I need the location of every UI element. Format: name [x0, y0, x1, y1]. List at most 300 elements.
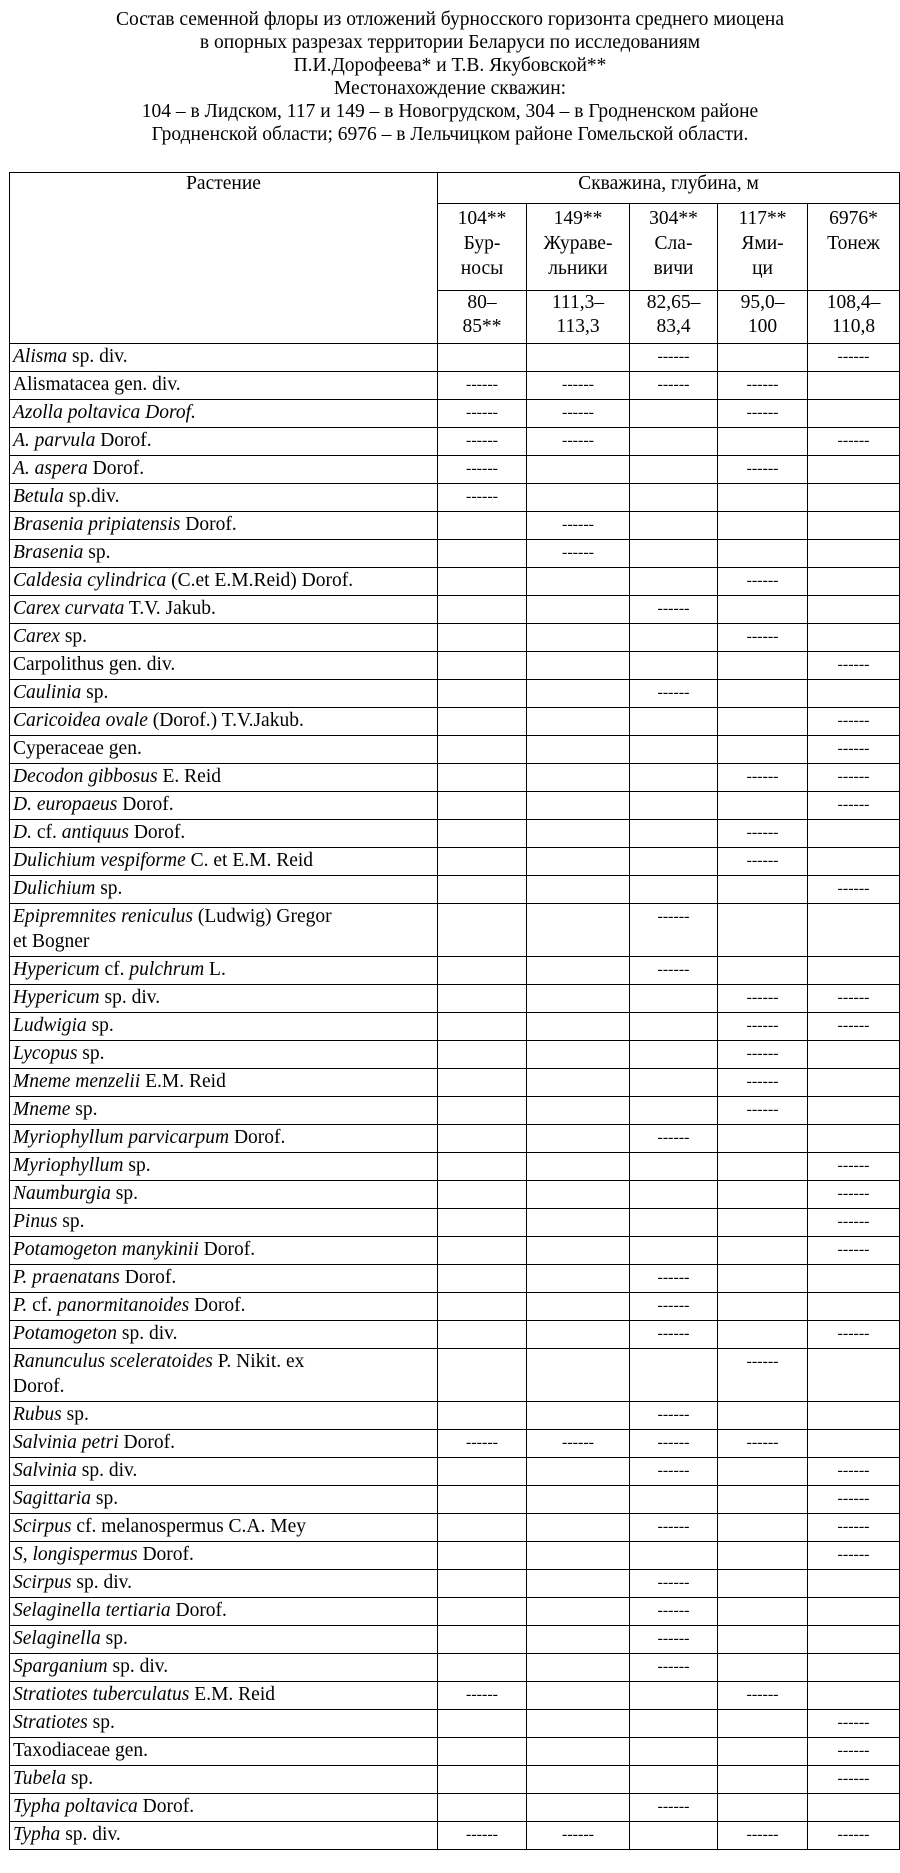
occurrence-mark: ------ [746, 404, 779, 421]
plant-name-text: et Bogner [13, 931, 90, 952]
plant-name-text: Dorof. [118, 1432, 175, 1453]
plant-name-text: sp. [95, 878, 123, 899]
occurrence-cell [438, 1710, 527, 1738]
table-row [10, 1041, 900, 1069]
plant-name-text: sp. [87, 1712, 115, 1733]
occurrence-cell [630, 1181, 718, 1209]
occurrence-mark: ------ [837, 1017, 870, 1034]
plant-name [10, 736, 438, 764]
occurrence-cell [808, 1542, 900, 1570]
occurrence-cell [808, 1402, 900, 1430]
plant-name-text: Dorof. [128, 822, 186, 843]
occurrence-cell [718, 344, 808, 372]
plant-name-text: Dorof. [180, 514, 237, 535]
occurrence-cell [438, 1822, 527, 1850]
plant-name-text: sp. [123, 1155, 151, 1176]
table-row [10, 1654, 900, 1682]
occurrence-cell [527, 736, 630, 764]
plant-name-text: sp. [86, 1015, 114, 1036]
plant-name-italic: pulchrum [129, 959, 205, 980]
occurrence-mark: ------ [562, 516, 594, 533]
plant-name-italic: Pinus [13, 1211, 58, 1232]
occurrence-cell [527, 1181, 630, 1209]
occurrence-cell [438, 1598, 527, 1626]
plant-name [10, 1237, 438, 1265]
plant-name-text: P. Nikit. ex [212, 1351, 305, 1372]
plant-name-text: sp. [57, 1211, 85, 1232]
plant-name [10, 1542, 438, 1570]
occurrence-cell [438, 1430, 527, 1458]
occurrence-mark: ------ [466, 460, 498, 477]
plant-name-italic: Carex curvata [13, 598, 125, 619]
plant-name-text: sp.div. [63, 486, 120, 507]
occurrence-cell [718, 1293, 808, 1321]
plant-name [10, 1682, 438, 1710]
occurrence-mark: ------ [746, 1434, 779, 1451]
plant-name-italic: P. [13, 1295, 28, 1316]
occurrence-cell [718, 1486, 808, 1514]
plant-name-italic: Typha [13, 1824, 61, 1845]
occurrence-cell [630, 1598, 718, 1626]
occurrence-mark: ------ [657, 1129, 690, 1146]
occurrence-cell [630, 372, 718, 400]
plant-name-italic: Ranunculus sceleratoides [13, 1351, 213, 1372]
well-id: 149** [553, 208, 603, 229]
occurrence-mark: ------ [746, 460, 779, 477]
plant-name-italic: A. parvula [13, 430, 96, 451]
occurrence-cell [718, 876, 808, 904]
occurrence-cell [630, 1209, 718, 1237]
occurrence-cell [438, 736, 527, 764]
occurrence-cell [718, 1237, 808, 1265]
occurrence-cell [718, 848, 808, 876]
occurrence-cell [630, 792, 718, 820]
occurrence-cell [630, 1125, 718, 1153]
plant-name [10, 1430, 438, 1458]
plant-name-text: sp. [91, 1488, 119, 1509]
plant-name [10, 820, 438, 848]
plant-name [10, 428, 438, 456]
table-row [10, 1402, 900, 1430]
occurrence-cell [630, 1349, 718, 1402]
occurrence-cell [718, 568, 808, 596]
occurrence-cell [718, 1710, 808, 1738]
occurrence-mark: ------ [837, 796, 870, 813]
plant-name-text: sp. div. [60, 1824, 121, 1845]
occurrence-mark: ------ [657, 1297, 690, 1314]
occurrence-mark: ------ [657, 1325, 690, 1342]
occurrence-mark: ------ [657, 961, 690, 978]
occurrence-cell [630, 1486, 718, 1514]
occurrence-cell [808, 1041, 900, 1069]
occurrence-cell [630, 1710, 718, 1738]
plant-name [10, 1738, 438, 1766]
occurrence-mark: ------ [657, 1518, 690, 1535]
caption-line-5: 104 – в Лидском, 117 и 149 – в Новогрудском, 304 – в Гродненском районе [141, 101, 759, 122]
occurrence-cell [527, 1321, 630, 1349]
occurrence-cell [438, 624, 527, 652]
occurrence-mark: ------ [466, 376, 498, 393]
occurrence-cell [808, 1682, 900, 1710]
plant-name-text: Carpolithus gen. div. [13, 654, 176, 675]
occurrence-cell [718, 1458, 808, 1486]
occurrence-cell [527, 400, 630, 428]
table-row [10, 372, 900, 400]
occurrence-cell [718, 596, 808, 624]
occurrence-cell [438, 1626, 527, 1654]
occurrence-cell [630, 1402, 718, 1430]
table-row [10, 1570, 900, 1598]
occurrence-cell [808, 1514, 900, 1542]
occurrence-mark: ------ [746, 1073, 779, 1090]
table-row [10, 1458, 900, 1486]
occurrence-cell [630, 680, 718, 708]
plant-name [10, 1626, 438, 1654]
occurrence-cell [630, 1682, 718, 1710]
table-row [10, 1766, 900, 1794]
occurrence-cell [527, 1626, 630, 1654]
occurrence-cell [527, 820, 630, 848]
occurrence-mark: ------ [657, 1462, 690, 1479]
occurrence-cell [630, 1654, 718, 1682]
plant-name-text: cf. melanospermus C.A. Mey [71, 1516, 306, 1537]
plant-name-text: sp. div. [71, 1572, 132, 1593]
table-row [10, 344, 900, 372]
plant-name-text: sp. div. [76, 1460, 138, 1481]
plant-name-italic: Brasenia pripiatensis [13, 514, 181, 535]
plant-name-italic: D. [13, 822, 32, 843]
table-row [10, 876, 900, 904]
occurrence-mark: ------ [837, 656, 870, 673]
occurrence-cell [527, 1458, 630, 1486]
table-row [10, 1682, 900, 1710]
table-row [10, 1153, 900, 1181]
occurrence-mark: ------ [657, 348, 690, 365]
occurrence-mark: ------ [746, 376, 779, 393]
occurrence-cell [808, 540, 900, 568]
table-row [10, 1013, 900, 1041]
occurrence-cell [527, 708, 630, 736]
occurrence-cell [808, 1125, 900, 1153]
plant-name [10, 1265, 438, 1293]
occurrence-cell [630, 400, 718, 428]
table-row [10, 1626, 900, 1654]
plant-name-italic: Mneme menzelii [13, 1071, 141, 1092]
occurrence-mark: ------ [657, 1406, 690, 1423]
depth-to: 100 [747, 316, 778, 337]
occurrence-cell [438, 1041, 527, 1069]
depth-from: 82,65– [646, 292, 701, 313]
plant-name-text: sp. div. [116, 1323, 178, 1344]
well-id: 117** [738, 208, 787, 229]
plant-name [10, 1349, 438, 1402]
occurrence-cell [808, 1153, 900, 1181]
occurrence-cell [527, 848, 630, 876]
occurrence-cell [630, 1766, 718, 1794]
occurrence-cell [438, 372, 527, 400]
plant-name-italic: Potamogeton [13, 1323, 117, 1344]
occurrence-cell [438, 484, 527, 512]
occurrence-cell [630, 484, 718, 512]
occurrence-cell [527, 957, 630, 985]
occurrence-cell [527, 1293, 630, 1321]
occurrence-cell [527, 540, 630, 568]
well-name: Жураве- [543, 233, 613, 254]
occurrence-cell [718, 792, 808, 820]
occurrence-cell [438, 1514, 527, 1542]
plant-name [10, 1486, 438, 1514]
occurrence-cell [808, 428, 900, 456]
occurrence-cell [438, 876, 527, 904]
plant-name-text: sp. div. [67, 346, 128, 367]
occurrence-mark: ------ [657, 1658, 690, 1675]
occurrence-cell [527, 904, 630, 957]
occurrence-cell [438, 512, 527, 540]
occurrence-cell [527, 1598, 630, 1626]
occurrence-cell [527, 624, 630, 652]
occurrence-cell [718, 652, 808, 680]
plant-name [10, 1598, 438, 1626]
table-row [10, 848, 900, 876]
occurrence-cell [718, 428, 808, 456]
occurrence-cell [718, 1209, 808, 1237]
occurrence-cell [808, 1598, 900, 1626]
plant-name-italic: Brasenia [13, 542, 84, 563]
occurrence-cell [527, 1402, 630, 1430]
plant-name [10, 1125, 438, 1153]
plant-name-text: Dorof. [189, 1295, 246, 1316]
table-row [10, 1209, 900, 1237]
plant-name-italic: Ludwigia [13, 1015, 87, 1036]
occurrence-cell [630, 652, 718, 680]
occurrence-mark: ------ [837, 1213, 870, 1230]
occurrence-cell [630, 820, 718, 848]
well-depth-304 [630, 291, 718, 344]
occurrence-cell [718, 1069, 808, 1097]
plant-name-italic: D. europaeus [13, 794, 118, 815]
occurrence-mark: ------ [562, 1826, 594, 1843]
depth-to: 110,8 [831, 316, 876, 337]
table-row [10, 1598, 900, 1626]
occurrence-cell [438, 1542, 527, 1570]
occurrence-mark: ------ [837, 1462, 870, 1479]
plant-name-italic: antiquus [61, 822, 129, 843]
table-row [10, 1321, 900, 1349]
occurrence-mark: ------ [837, 740, 870, 757]
plant-name-italic: A. aspera [13, 458, 88, 479]
plant-name-italic: Salvinia petri [13, 1432, 119, 1453]
occurrence-mark: ------ [746, 1826, 779, 1843]
occurrence-cell [527, 1654, 630, 1682]
plant-name [10, 848, 438, 876]
occurrence-cell [527, 512, 630, 540]
plant-name [10, 1458, 438, 1486]
plant-name [10, 1766, 438, 1794]
plant-name [10, 1153, 438, 1181]
plant-name-text: sp. [81, 682, 109, 703]
occurrence-mark: ------ [746, 628, 779, 645]
plant-name [10, 764, 438, 792]
occurrence-cell [438, 985, 527, 1013]
occurrence-cell [630, 624, 718, 652]
occurrence-cell [438, 652, 527, 680]
plant-name [10, 1794, 438, 1822]
plant-name-text: sp. [83, 542, 111, 563]
table-row [10, 1181, 900, 1209]
plant-name-text: Dorof. [229, 1127, 286, 1148]
plant-name [10, 1097, 438, 1125]
depth-to: 85** [462, 316, 502, 337]
occurrence-mark: ------ [657, 1630, 690, 1647]
occurrence-mark: ------ [657, 1434, 690, 1451]
occurrence-cell [808, 985, 900, 1013]
occurrence-cell [630, 596, 718, 624]
occurrence-cell [630, 1738, 718, 1766]
occurrence-cell [527, 1542, 630, 1570]
occurrence-cell [438, 1654, 527, 1682]
occurrence-cell [527, 1125, 630, 1153]
occurrence-cell [718, 1321, 808, 1349]
occurrence-cell [718, 985, 808, 1013]
occurrence-cell [718, 1097, 808, 1125]
occurrence-mark: ------ [746, 1686, 779, 1703]
occurrence-cell [630, 1153, 718, 1181]
occurrence-cell [808, 848, 900, 876]
table-row [10, 540, 900, 568]
occurrence-cell [630, 456, 718, 484]
caption-line-3: П.И.Дорофеева* и Т.В. Якубовской** [293, 55, 607, 76]
occurrence-mark: ------ [837, 1185, 870, 1202]
plant-name [10, 512, 438, 540]
occurrence-cell [527, 1486, 630, 1514]
occurrence-cell [630, 1822, 718, 1850]
occurrence-cell [808, 680, 900, 708]
plant-name-text: Taxodiaceae gen. [13, 1740, 149, 1761]
occurrence-cell [808, 792, 900, 820]
occurrence-cell [630, 848, 718, 876]
plant-name-text: Dorof. [170, 1600, 227, 1621]
plant-name [10, 1514, 438, 1542]
occurrence-cell [808, 1349, 900, 1402]
plant-name-text: (C.et E.M.Reid) Dorof. [166, 570, 354, 591]
well-header-6976 [808, 204, 900, 291]
table-row [10, 680, 900, 708]
occurrence-mark: ------ [837, 1518, 870, 1535]
occurrence-cell [527, 1097, 630, 1125]
occurrence-cell [630, 1570, 718, 1598]
plant-name [10, 1041, 438, 1069]
occurrence-cell [808, 1069, 900, 1097]
plant-name-italic: Hypericum [13, 987, 100, 1008]
occurrence-mark: ------ [657, 1798, 690, 1815]
well-name: Тонеж [827, 233, 880, 254]
table-row [10, 512, 900, 540]
occurrence-cell [808, 1293, 900, 1321]
occurrence-cell [718, 540, 808, 568]
occurrence-cell [438, 400, 527, 428]
occurrence-cell [808, 708, 900, 736]
occurrence-cell [527, 1430, 630, 1458]
occurrence-cell [718, 1654, 808, 1682]
plant-name-text: L. [204, 959, 226, 980]
occurrence-cell [808, 1710, 900, 1738]
plant-name-text: cf. [31, 822, 62, 843]
occurrence-mark: ------ [837, 712, 870, 729]
occurrence-cell [808, 1626, 900, 1654]
occurrence-cell [438, 904, 527, 957]
occurrence-cell [630, 736, 718, 764]
plant-name-italic: Alisma [13, 346, 68, 367]
occurrence-cell [718, 512, 808, 540]
well-header-304 [630, 204, 718, 291]
occurrence-cell [630, 344, 718, 372]
occurrence-cell [438, 1402, 527, 1430]
plant-name-text: sp. [66, 1768, 94, 1789]
occurrence-mark: ------ [837, 348, 870, 365]
occurrence-cell [438, 1209, 527, 1237]
table-row [10, 400, 900, 428]
plant-name-text: cf. [27, 1295, 58, 1316]
occurrence-mark: ------ [837, 1490, 870, 1507]
occurrence-cell [808, 1738, 900, 1766]
occurrence-cell [438, 1125, 527, 1153]
occurrence-cell [527, 1794, 630, 1822]
occurrence-mark: ------ [837, 1241, 870, 1258]
occurrence-mark: ------ [837, 1770, 870, 1787]
plant-name-italic: Tubela [13, 1768, 67, 1789]
plant-name [10, 1321, 438, 1349]
plant-name [10, 792, 438, 820]
occurrence-cell [438, 680, 527, 708]
occurrence-mark: ------ [837, 1742, 870, 1759]
table-row [10, 596, 900, 624]
occurrence-cell [527, 1682, 630, 1710]
plant-name-italic: Dulichium [13, 878, 96, 899]
flora-table-body [10, 344, 900, 1850]
occurrence-cell [808, 568, 900, 596]
plant-name [10, 1069, 438, 1097]
occurrence-cell [438, 848, 527, 876]
occurrence-cell [718, 1153, 808, 1181]
occurrence-cell [438, 1570, 527, 1598]
occurrence-mark: ------ [746, 852, 779, 869]
occurrence-mark: ------ [562, 376, 594, 393]
occurrence-cell [527, 456, 630, 484]
plant-name [10, 876, 438, 904]
occurrence-cell [630, 428, 718, 456]
occurrence-cell [808, 344, 900, 372]
occurrence-mark: ------ [657, 684, 690, 701]
plant-name-text: Dorof. [87, 458, 145, 479]
table-row [10, 1125, 900, 1153]
plant-name-text: Dorof. [137, 1796, 195, 1817]
occurrence-cell [438, 1293, 527, 1321]
occurrence-cell [718, 400, 808, 428]
plant-name-text: sp. [59, 626, 88, 647]
occurrence-mark: ------ [562, 404, 594, 421]
occurrence-cell [718, 1766, 808, 1794]
plant-name-italic: Caulinia [13, 682, 82, 703]
occurrence-cell [808, 1265, 900, 1293]
plant-name-text: E.M. Reid [189, 1684, 275, 1705]
plant-name-italic: Scirpus [13, 1572, 72, 1593]
occurrence-mark: ------ [562, 1434, 594, 1451]
occurrence-cell [808, 1794, 900, 1822]
table-row [10, 1293, 900, 1321]
occurrence-cell [808, 1654, 900, 1682]
occurrence-mark: ------ [746, 768, 779, 785]
plant-name-italic: Mneme [13, 1099, 71, 1120]
